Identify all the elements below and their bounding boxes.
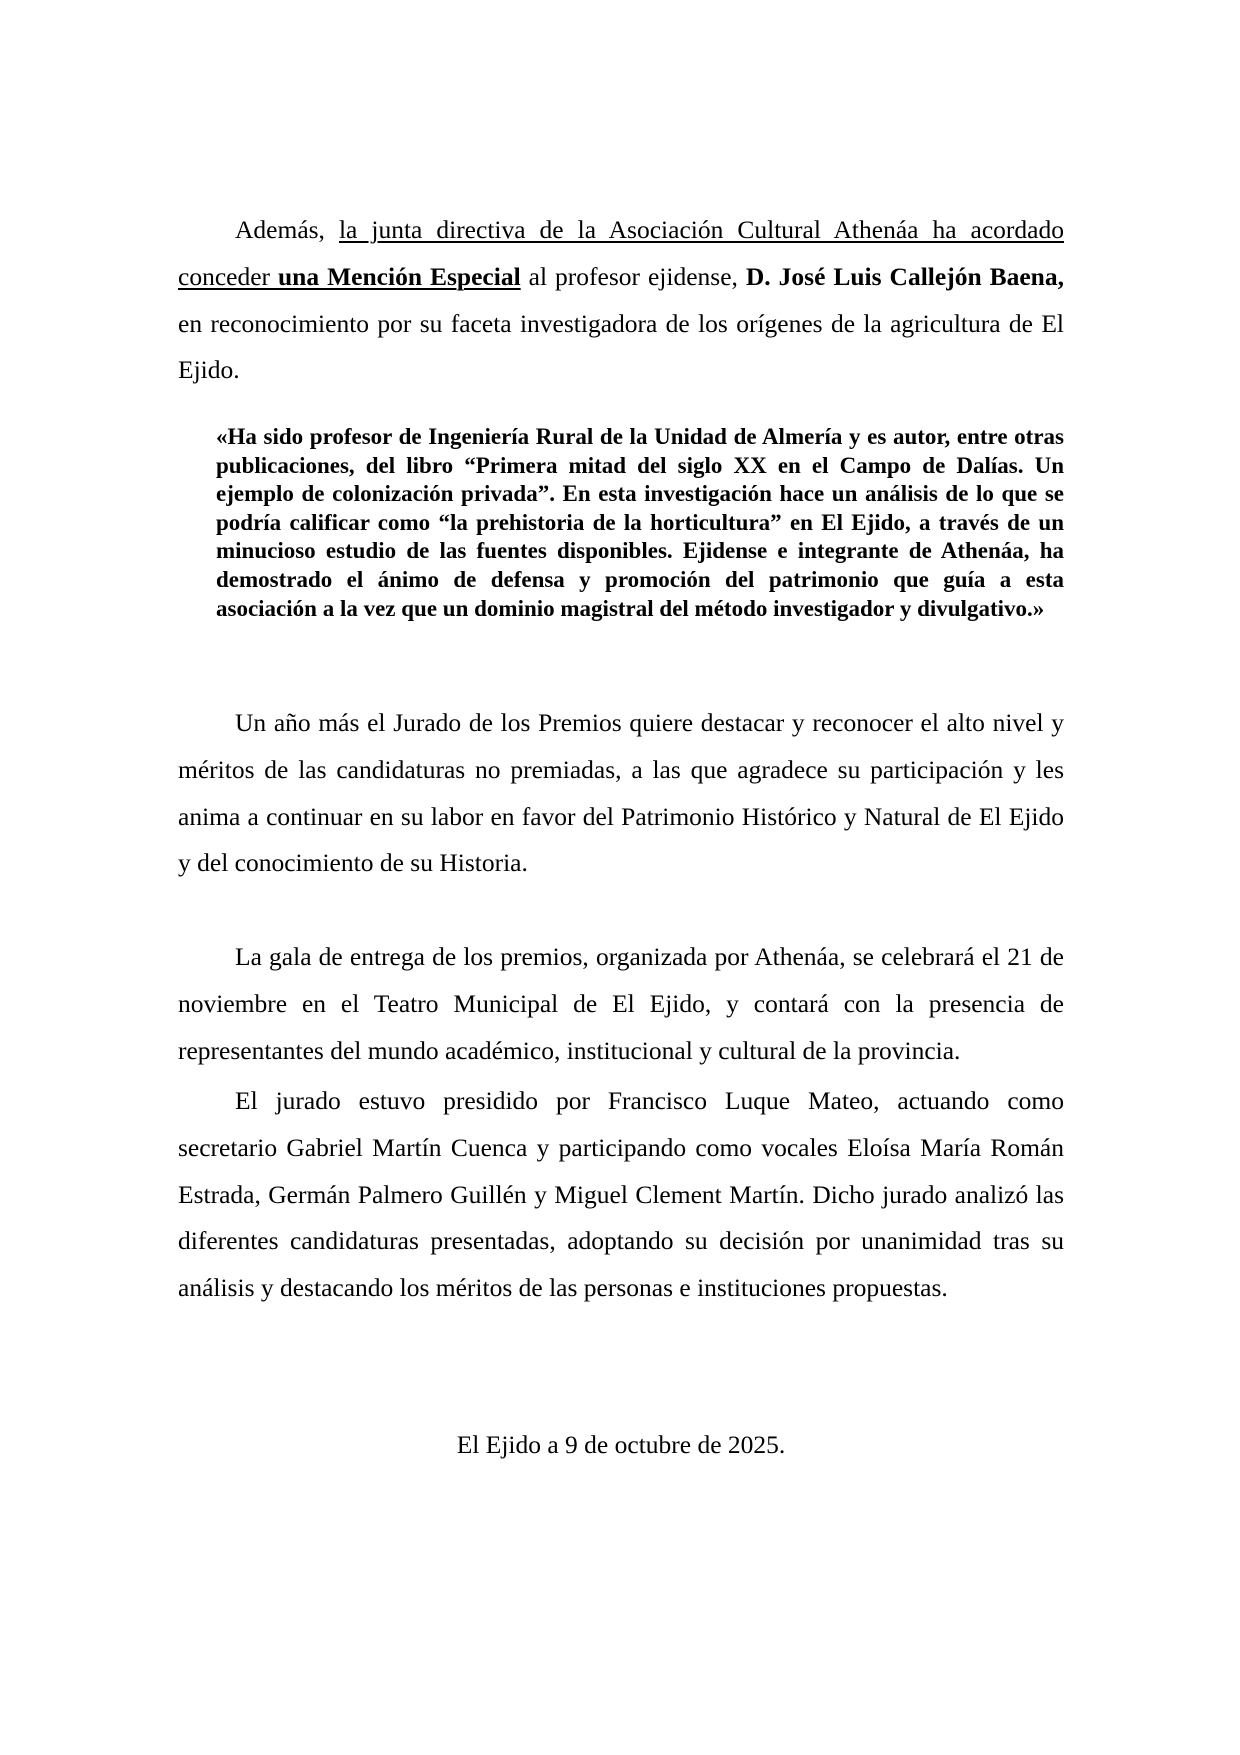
paragraph-ending: en reconocimiento por su faceta investigadora de los orígenes de la agricultura de El Ejido.	[178, 308, 1064, 385]
mencion-especial-bold: una Mención Especial	[278, 261, 521, 291]
paragraph-gala: La gala de entrega de los premios, organizada por Athenáa, se celebrará el 21 de noviembre en el Teatro Municipal de El Ejido, y contará con la presencia de representantes del mundo académico, institucional y cultural de la provincia.	[178, 942, 1064, 1065]
paragraph-candidaturas: Un año más el Jurado de los Premios quiere destacar y reconocer el alto nivel y méritos de las candidaturas no premiadas, a las que agradece su participación y les anima a continuar en su labor en favor del Patrimonio Histórico y Natural de El Ejido y del conocimiento de su Historia.	[178, 708, 1064, 878]
date-line: El Ejido a 9 de octubre de 2025.	[456, 1430, 786, 1459]
paragraph-jurado: El jurado estuvo presidido por Francisco Luque Mateo, actuando como secretario Gabriel Martín Cuenca y participando como vocales Eloísa María Román Estrada, Germán Palmero Guillén y Miguel Clement Martín. Dicho jurado analizó las diferentes candidaturas presentadas, adoptando su decisión por unanimidad tras su análisis y destacando los méritos de las personas e instituciones propuestas.	[178, 1086, 1064, 1303]
paragraph-mencion-especial	[178, 207, 1064, 394]
paragraph-intro: Además,	[235, 215, 339, 244]
honoree-name: D. José Luis Callejón Baena,	[745, 261, 1064, 291]
underlined-phrase: la junta directiva de la Asociación Cultural Athenáa ha acordado conceder	[178, 215, 1064, 291]
paragraph-middle: al profesor ejidense,	[520, 261, 746, 291]
citation-quote: «Ha sido profesor de Ingeniería Rural de la Unidad de Almería y es autor, entre otras publicaciones, del libro “Primera mitad del siglo XX en el Campo de Dalías. Un ejemplo de colonización privada”. En esta investigación hace un análisis de lo que se podría calificar como “la prehistoria de la horticultura” en El Ejido, a través de un minucioso estudio de las fuentes disponibles. Ejidense e integrante de Athenáa, ha demostrado el ánimo de defensa y promoción del patrimonio que guía a esta asociación a la vez que un dominio magistral del método investigador y divulgativo.»	[216, 424, 1064, 621]
